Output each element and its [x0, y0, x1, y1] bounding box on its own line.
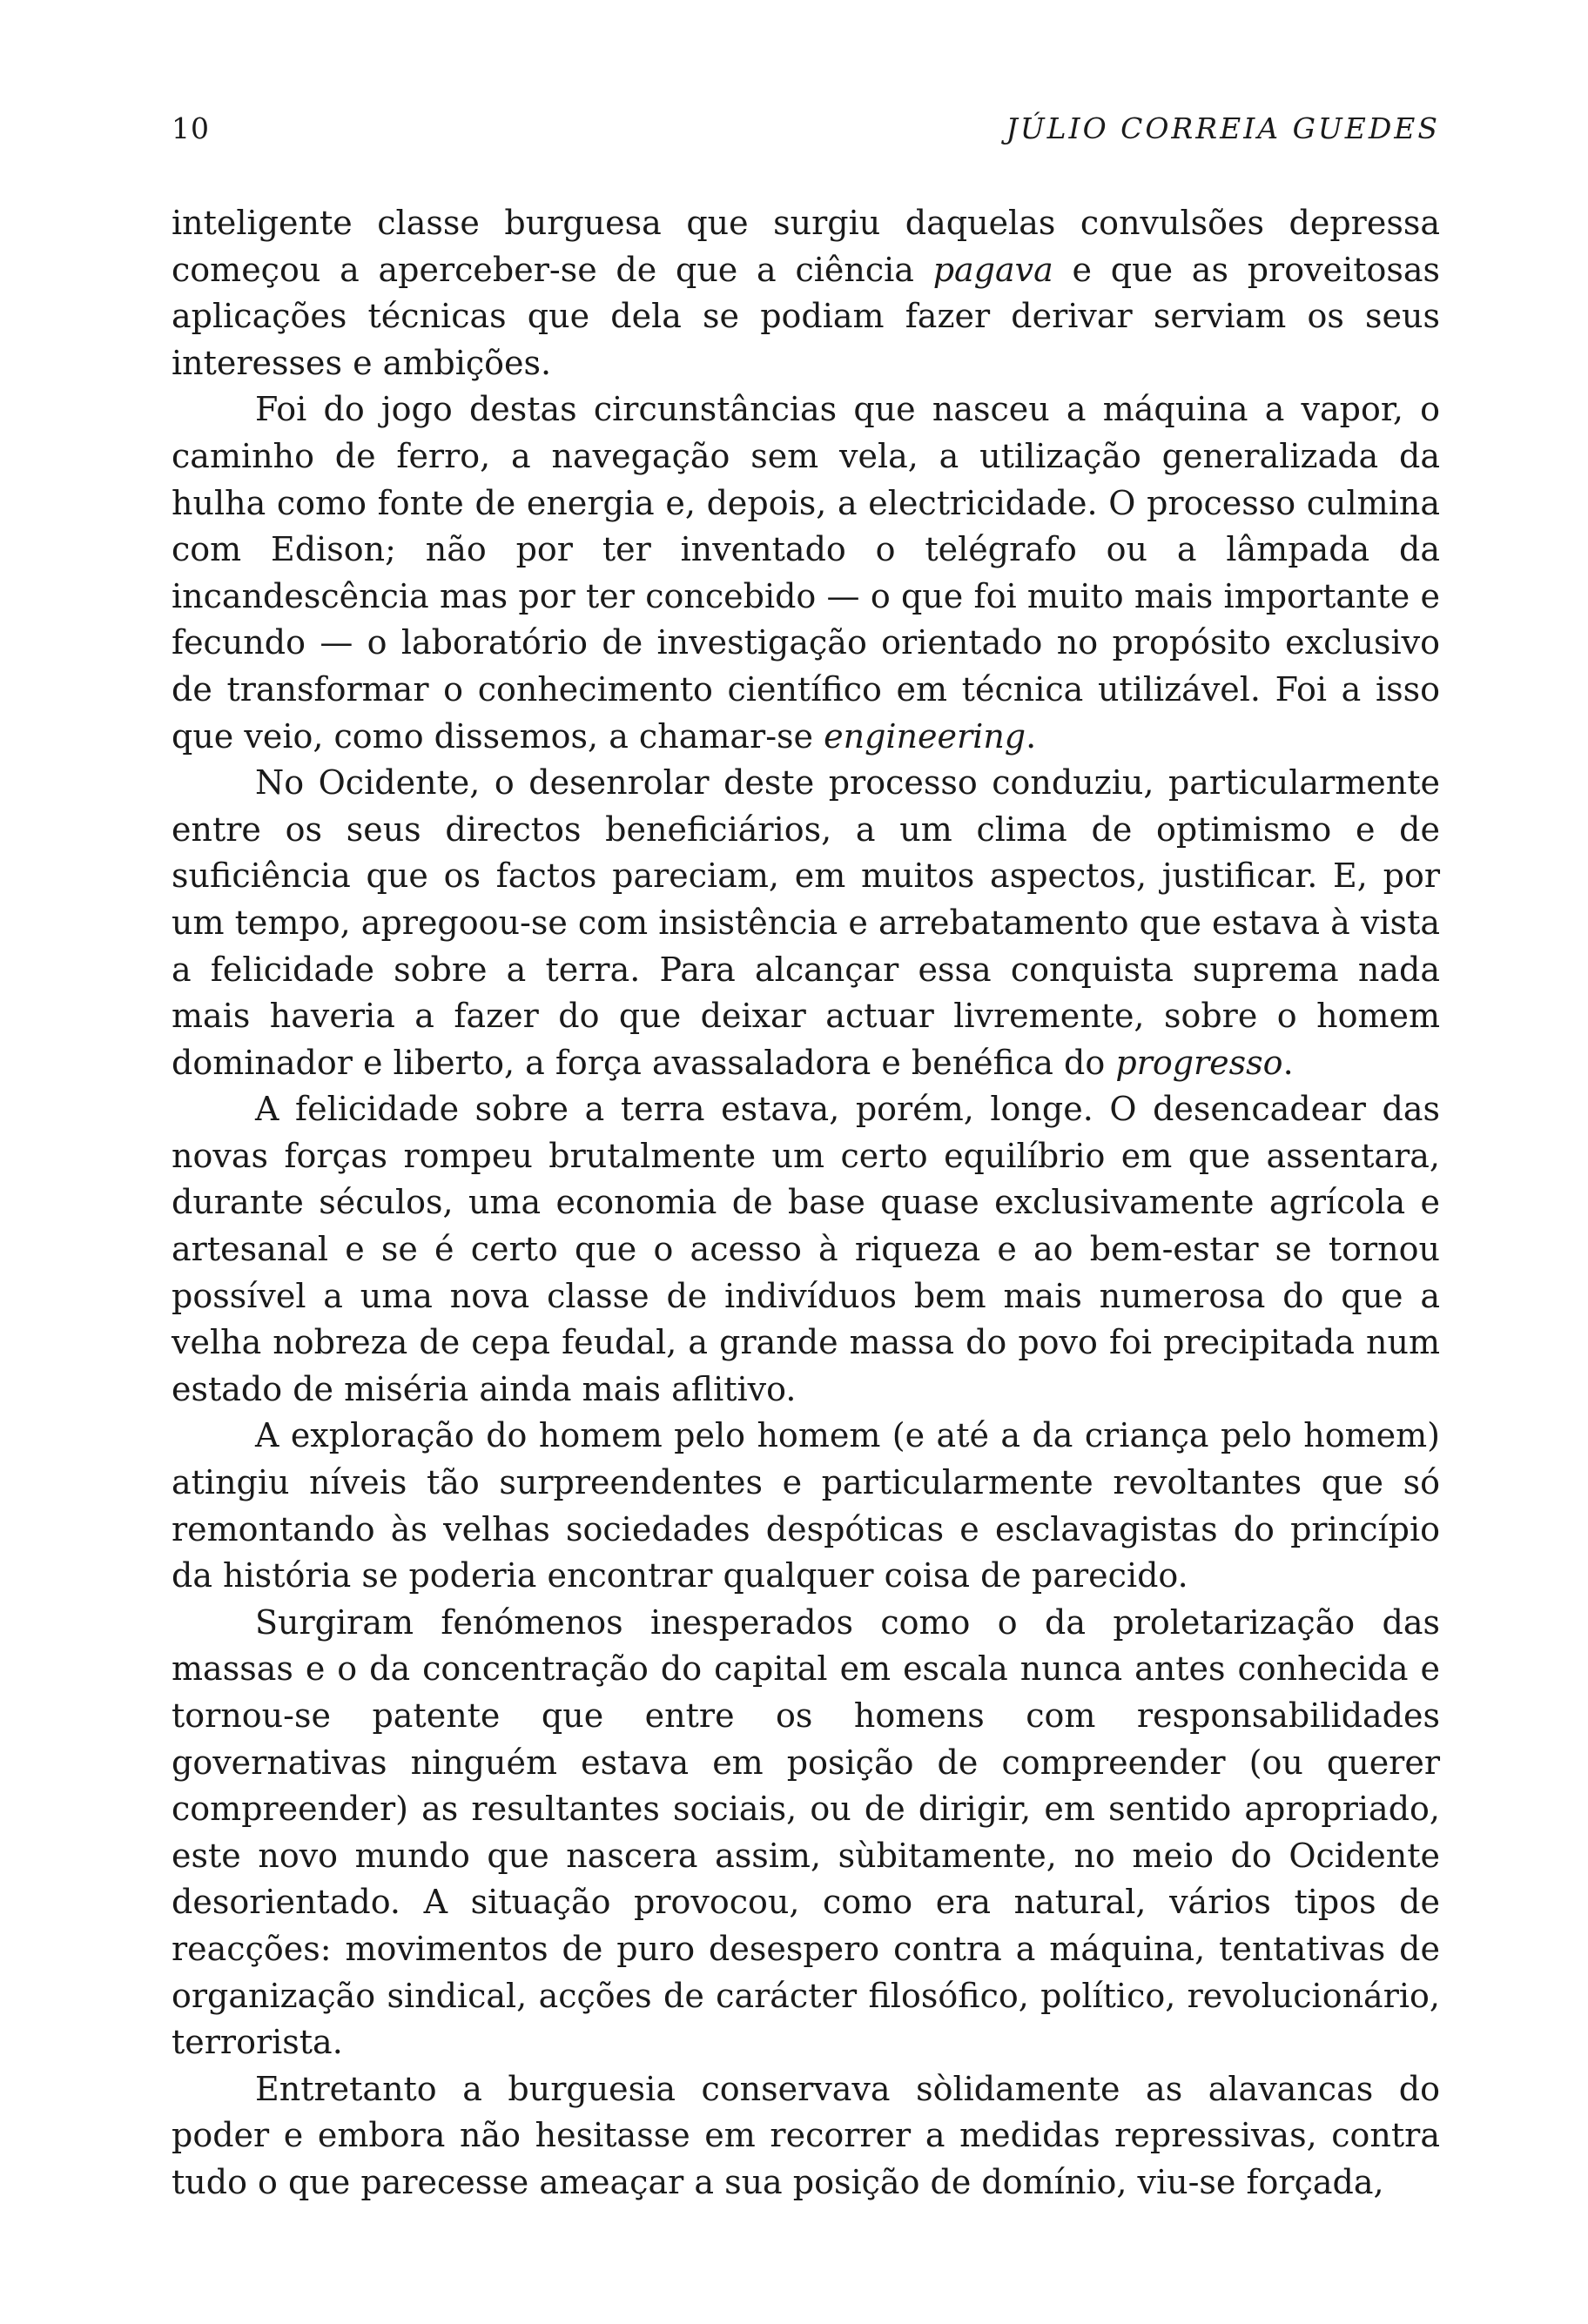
text-segment: No Ocidente, o desenrolar deste processo conduziu, particularmente entre os seus directos beneficiários, a um clima de optimismo e de suficiência que os factos pareciam, em muitos aspectos, justificar. E, por um tempo, apregoou-se com insistência e arrebatamento que estava à vista a felicidade sobre a terra. Para alcançar essa conquista suprema nada mais haveria a fazer do que deixar actuar livremente, sobre o homem dominador e liberto, a força avassaladora e benéfica do [172, 763, 1440, 1082]
page-number: 10 [172, 111, 210, 145]
paragraph-1 [172, 200, 1440, 386]
text-segment: e que as proveitosas aplicações técnicas que dela se podiam fazer derivar serviam os seus interesses e ambições. [172, 250, 1440, 382]
paragraph-4 [172, 1086, 1440, 1413]
text-segment: A felicidade sobre a terra estava, porém, longe. O desencadear das novas forças rompeu brutalmente um certo equilíbrio em que assentara, durante séculos, uma economia de base quase exclusivamente agrícola e artesanal e se é certo que o acesso à riqueza e ao bem-estar se tornou possível a uma nova classe de indivíduos bem mais numerosa do que a velha nobreza de cepa feudal, a grande massa do povo foi precipitada num estado de miséria ainda mais aflitivo. [172, 1090, 1440, 1408]
page-header [172, 111, 1440, 155]
text-segment: Surgiram fenómenos inesperados como o da proletarização das massas e o da concentração do capital em escala nunca antes conhecida e tornou-se patente que entre os homens com responsabilidades governativas ninguém estava em posição de compreender (ou querer compreender) as resultantes sociais, ou de dirigir, em sentido apropriado, este novo mundo que nascera assim, sùbitamente, no meio do Ocidente desorientado. A situação provocou, como era natural, vários tipos de reacções: movimentos de puro desespero contra a máquina, tentativas de organização sindical, acções de carácter filosófico, político, revolucionário, terrorista. [172, 1602, 1440, 2062]
italic-term: engineering [824, 716, 1026, 756]
paragraph-7 [172, 2066, 1440, 2206]
running-head: JÚLIO CORREIA GUEDES [1006, 111, 1440, 145]
body-text [172, 200, 1440, 2206]
text-segment: inteligente classe burguesa que surgiu daquelas convulsões depressa começou a aperceber-se de que a ciência [172, 204, 1440, 289]
text-segment: A exploração do homem pelo homem (e até a da criança pelo homem) atingiu níveis tão surpreendentes e particularmente revoltantes que só remontando às velhas sociedades despóticas e esclavagistas do princípio da história se poderia encontrar qualquer coisa de parecido. [172, 1416, 1440, 1595]
paragraph-2 [172, 386, 1440, 760]
paragraph-5 [172, 1413, 1440, 1599]
italic-term: progresso [1115, 1043, 1283, 1082]
paragraph-6 [172, 1600, 1440, 2066]
italic-term: pagava [932, 250, 1053, 289]
text-segment: . [1282, 1043, 1294, 1082]
paragraph-3 [172, 760, 1440, 1086]
text-segment: Foi do jogo destas circunstâncias que nasceu a máquina a vapor, o caminho de ferro, a navegação sem vela, a utilização generalizada da hulha como fonte de energia e, depois, a electricidade. O processo culmina com Edison; não por ter inventado o telégrafo ou a lâmpada da incandescência mas por ter concebido — o que foi muito mais importante e fecundo — o laboratório de investigação orientado no propósito exclusivo de transformar o conhecimento científico em técnica utilizável. Foi a isso que veio, como dissemos, a chamar-se [172, 390, 1440, 756]
text-segment: . [1026, 716, 1037, 756]
text-segment: Entretanto a burguesia conservava sòlidamente as alavancas do poder e embora não hesitasse em recorrer a medidas repressivas, contra tudo o que parecesse ameaçar a sua posição de domínio, viu-se forçada, [172, 2069, 1440, 2201]
